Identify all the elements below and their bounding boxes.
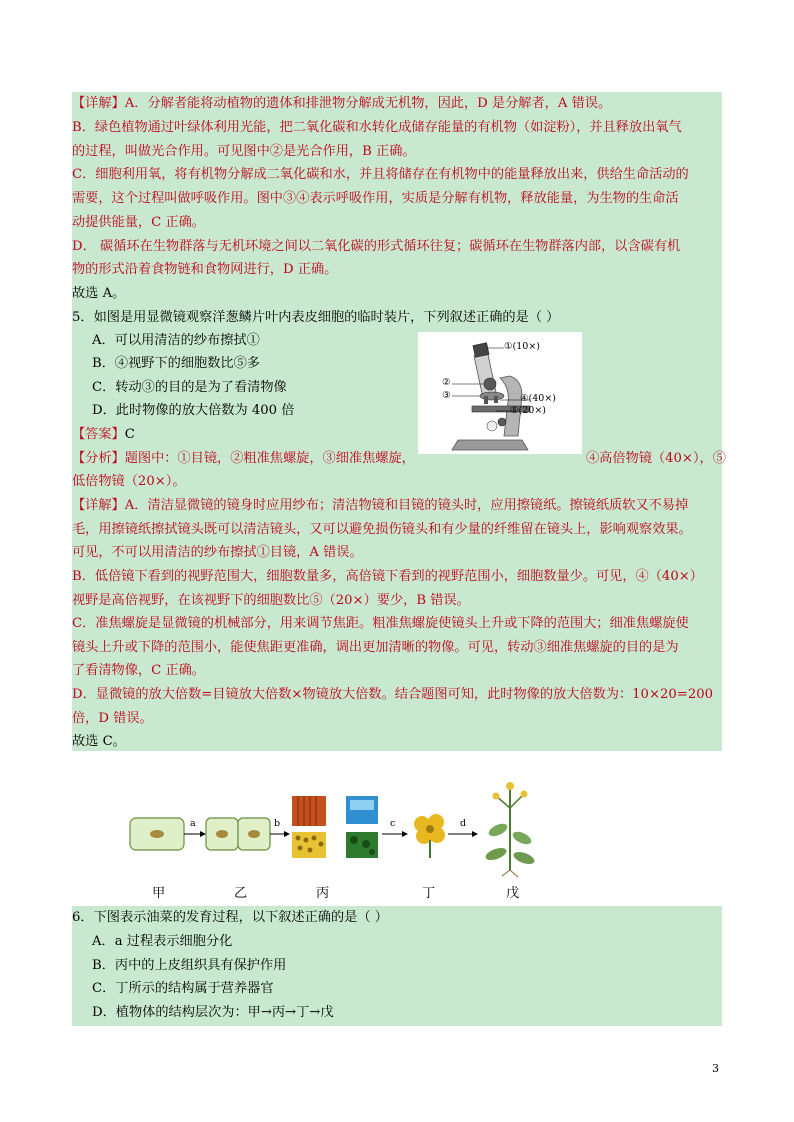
q6-stem: 6．下图表示油菜的发育过程，以下叙述正确的是（ ）	[72, 910, 388, 925]
stage-label-wu: 戊	[506, 886, 520, 901]
q5-explain-line-6: C．准焦螺旋是显微镜的机械部分，用来调节焦距。粗准焦螺旋使镜头上升或下降的范围大；细准焦螺旋使	[72, 616, 689, 631]
arrow-label-c: c	[390, 818, 396, 829]
q5-explain-line-10: 倍，D 错误。	[72, 711, 153, 726]
q5-conclusion: 故选 C。	[72, 734, 126, 749]
label-2: ②	[442, 377, 451, 388]
q5-explain-line-3: 可见，不可以用清洁的纱布擦拭①目镜，A 错误。	[72, 545, 363, 560]
q4-explain-line-2: B．绿色植物通过叶绿体利用光能，把二氧化碳和水转化成储存能量的有机物（如淀粉），并且释放出氧气	[72, 120, 682, 135]
q4-explain-line-3: 的过程，叫做光合作用。可见图中②是光合作用，B 正确。	[72, 144, 416, 159]
q5-option-d: D．此时物像的放大倍数为 400 倍	[92, 403, 295, 418]
q5-analysis-line-2: 低倍物镜（20×）。	[72, 474, 186, 489]
q5-stem: 5．如图是用显微镜观察洋葱鳞片叶内表皮细胞的临时装片，下列叙述正确的是（ ）	[72, 310, 560, 325]
microscope-figure	[418, 332, 582, 454]
q5-analysis-right: ④高倍物镜（40×），⑤	[586, 451, 726, 466]
q5-option-a: A．可以用清洁的纱布擦拭①	[92, 333, 260, 348]
q5-option-b: B．④视野下的细胞数比⑤多	[92, 356, 260, 371]
arrow-label-a: a	[190, 818, 196, 829]
stage-label-ding: 丁	[422, 886, 436, 901]
stage-label-yi: 乙	[234, 886, 248, 901]
arrow-label-b: b	[274, 818, 281, 829]
q5-explain-line-2: 毛，用擦镜纸擦拭镜头既可以清洁镜头，又可以避免损伤镜头和有少量的纤维留在镜头上，影响观察效果。	[72, 522, 692, 537]
q4-explain-line-7: D． 碳循环在生物群落与无机环境之间以二氧化碳的形式循环往复；碳循环在生物群落内部，以含碳有机	[72, 239, 681, 254]
q6-option-d: D．植物体的结构层次为：甲→丙→丁→戊	[92, 1005, 334, 1020]
q5-explain-line-7: 镜头上升或下降的范围小，能使焦距更准确，调出更加清晰的物像。可见，转动③细准焦螺旋的目的是为	[72, 640, 679, 655]
label-4: ④(40×)	[520, 393, 556, 404]
rape-development-diagram	[126, 778, 566, 904]
q5-analysis-left: 【分析】题图中：①目镜，②粗准焦螺旋，③细准焦螺旋，	[72, 451, 415, 466]
q6-option-a: A．a 过程表示细胞分化	[92, 934, 233, 949]
page-number: 3	[712, 1062, 719, 1075]
q5-option-c: C．转动③的目的是为了看清物像	[92, 380, 287, 395]
arrow-label-d: d	[460, 818, 467, 829]
q4-explain-line-6: 动提供能量，C 正确。	[72, 215, 205, 230]
stage-label-bing: 丙	[316, 886, 330, 901]
q6-option-b: B．丙中的上皮组织具有保护作用	[92, 958, 287, 973]
q4-explain-line-8: 物的形式沿着食物链和食物网进行，D 正确。	[72, 262, 338, 277]
q5-explain-line-8: 了看清物像，C 正确。	[72, 663, 205, 678]
q5-explain-line-4: B．低倍镜下看到的视野范围大，细胞数量多，高倍镜下看到的视野范围小，细胞数量少。可见，④（40×）	[72, 569, 703, 584]
development-drawing	[126, 778, 566, 904]
label-5: ⑤(20×)	[510, 405, 546, 416]
label-3: ③	[442, 390, 451, 401]
q4-explain-line-4: C．细胞利用氧，将有机物分解成二氧化碳和水，并且将储存在有机物中的能量释放出来，供给生命活动的	[72, 167, 689, 182]
q6-option-c: C．丁所示的结构属于营养器官	[92, 981, 274, 996]
q5-explain-line-9: D．显微镜的放大倍数=目镜放大倍数×物镜放大倍数。结合题图可知，此时物像的放大倍数为：10×20=200	[72, 687, 714, 702]
q5-explain-line-1: 【详解】A．清洁显微镜的镜身时应用纱布；清洁物镜和目镜的镜头时，应用擦镜纸。擦镜纸质软又不易掉	[72, 498, 689, 513]
q4-conclusion: 故选 A。	[72, 286, 126, 301]
stage-label-jia: 甲	[152, 886, 166, 901]
q5-answer: 【答案】C	[72, 427, 135, 442]
q4-explain-line-5: 需要，这个过程叫做呼吸作用。图中③④表示呼吸作用，实质是分解有机物，释放能量，为生物的生命活	[72, 191, 679, 206]
q5-explain-line-5: 视野是高倍视野，在该视野下的细胞数比⑤（20×）要少，B 错误。	[72, 593, 470, 608]
q4-explain-line-1: 【详解】A．分解者能将动植物的遗体和排泄物分解成无机物，因此，D 是分解者，A 错误。	[72, 96, 612, 111]
label-1: ①(10×)	[504, 341, 540, 352]
